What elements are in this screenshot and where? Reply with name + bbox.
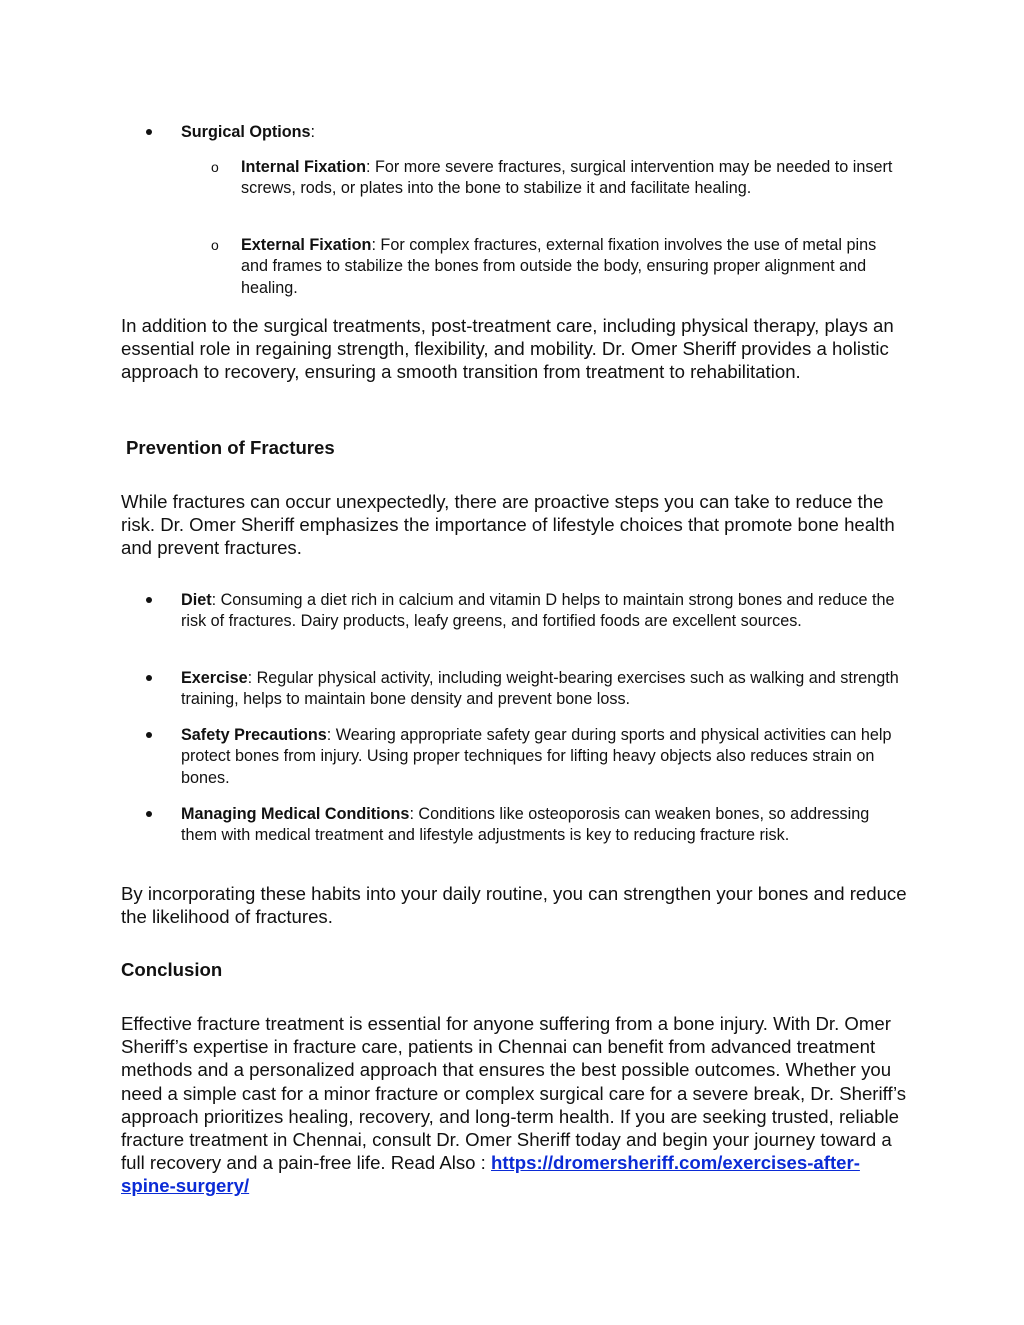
sub-item-description: : For complex fractures, external fixation involves the use of metal pins and frames to stabilize the bones from outside the body, ensuring proper alignment and healing. xyxy=(241,236,877,297)
list-item-description: : Conditions like osteoporosis can weaken bones, so addressing them with medical treatment and lifestyle adjustments is key to reducing fracture risk. xyxy=(181,805,870,845)
bullet-icon xyxy=(146,675,152,681)
prevention-heading: Prevention of Fractures xyxy=(126,437,335,458)
post-treatment-paragraph: In addition to the surgical treatments, post-treatment care, including physical therapy, plays an essential role in regaining strength, flexibility, and mobility. Dr. Omer Sheriff provides a holistic approach to recovery, ensuring a smooth transition from treatment to rehabilitation. xyxy=(121,315,894,383)
surgical-options-colon: : xyxy=(310,123,316,141)
list-item-description: : Wearing appropriate safety gear during sports and physical activities can help protect bones from injury. Using proper techniques for lifting heavy objects also reduces strain on bones. xyxy=(181,726,892,787)
conclusion-text: Effective fracture treatment is essential for anyone suffering from a bone injury. With Dr. Omer Sheriff’s expertise in fracture care, patients in Chennai can benefit from advanced treatment methods and a personalized approach that ensures the best possible outcomes. Whether you need a simple cast for a minor fracture or complex surgical care for a severe break, Dr. Sheriff’s approach prioritizes healing, recovery, and long-term health. If you are seeking trusted, reliable fracture treatment in Chennai, consult Dr. Omer Sheriff today and begin your journey toward a full recovery and a pain-free life. Read Also : xyxy=(121,1013,907,1174)
bullet-icon xyxy=(146,129,152,135)
list-item-description: : Regular physical activity, including weight-bearing exercises such as walking and strength training, helps to maintain bone density and prevent bone loss. xyxy=(181,669,899,709)
sub-item-text xyxy=(241,157,901,200)
read-also-link[interactable]: https://dromersheriff.com/exercises-after-spine-surgery/ xyxy=(121,1152,860,1197)
prevention-closing-paragraph: By incorporating these habits into your daily routine, you can strengthen your bones and reduce the likelihood of fractures. xyxy=(121,883,907,928)
list-item-text xyxy=(181,590,901,633)
circle-bullet-icon: o xyxy=(211,237,219,253)
list-item-text xyxy=(181,725,901,789)
surgical-options-line xyxy=(181,122,901,143)
list-item-term: Safety Precautions xyxy=(181,726,327,744)
conclusion-heading: Conclusion xyxy=(121,959,223,980)
bullet-icon xyxy=(146,811,152,817)
list-item-text xyxy=(181,668,901,711)
surgical-options-label: Surgical Options xyxy=(181,123,311,141)
sub-item-text xyxy=(241,235,901,299)
circle-bullet-icon: o xyxy=(211,159,219,175)
list-item-term: Diet xyxy=(181,591,212,609)
bullet-icon xyxy=(146,597,152,603)
list-item-description: : Consuming a diet rich in calcium and vitamin D helps to maintain strong bones and reduce the risk of fractures. Dairy products, leafy greens, and fortified foods are excellent sources. xyxy=(181,591,895,631)
prevention-intro-paragraph: While fractures can occur unexpectedly, there are proactive steps you can take to reduce the risk. Dr. Omer Sheriff emphasizes the importance of lifestyle choices that promote bone health and prevent fractures. xyxy=(121,491,895,559)
list-item-term: Managing Medical Conditions xyxy=(181,805,410,823)
sub-item-term: Internal Fixation xyxy=(241,158,367,176)
list-item-term: Exercise xyxy=(181,669,248,687)
bullet-icon xyxy=(146,732,152,738)
sub-item-term: External Fixation xyxy=(241,236,372,254)
sub-item-description: : For more severe fractures, surgical intervention may be needed to insert screws, rods, or plates into the bone to stabilize it and facilitate healing. xyxy=(241,158,893,198)
conclusion-paragraph xyxy=(121,1012,911,1198)
list-item-text xyxy=(181,804,901,847)
